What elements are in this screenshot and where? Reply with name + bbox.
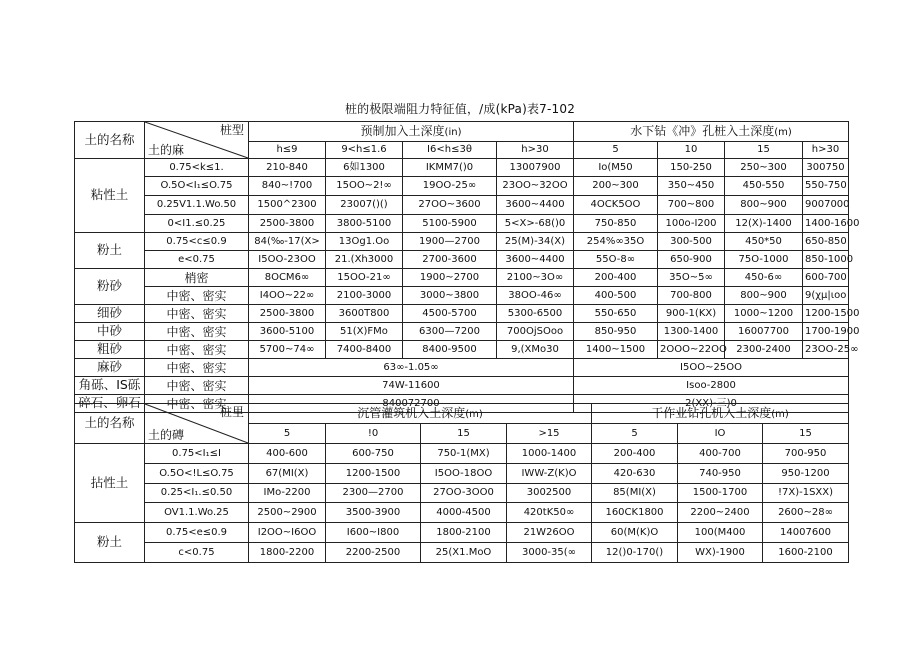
value-cell: 100o-I200 <box>658 215 725 233</box>
value-cell: 420-630 <box>592 464 678 484</box>
value-cell: 38OO-46∞ <box>497 287 574 305</box>
value-cell: 600-700 <box>803 269 849 287</box>
value-cell: 21W26OO <box>507 523 592 543</box>
value-cell: 210-840 <box>249 159 326 177</box>
table-row <box>75 543 849 563</box>
table-row <box>75 323 849 341</box>
value-cell: 1200-1500 <box>326 464 421 484</box>
value-cell: 2OOO~22OO <box>658 341 725 359</box>
soil-condition: 中密、密实 <box>145 341 249 359</box>
soil-name: 粗砂 <box>75 341 145 359</box>
value-cell: IWW-Z(K)O <box>507 464 592 484</box>
value-cell: 14007600 <box>763 523 849 543</box>
depth-header: 5 <box>249 424 326 444</box>
value-cell: 1200-1500 <box>803 305 849 323</box>
value-cell: 60(M(K)O <box>592 523 678 543</box>
value-cell: 1000~1200 <box>725 305 803 323</box>
value-cell: 650-850 <box>803 233 849 251</box>
value-cell: 25(M)-34(X) <box>497 233 574 251</box>
value-cell: 550-650 <box>574 305 658 323</box>
soil-condition: 中密、密实 <box>145 359 249 377</box>
value-cell: 9(χμ|ιoo <box>803 287 849 305</box>
value-cell: 75O-1000 <box>725 251 803 269</box>
value-cell: 650-900 <box>658 251 725 269</box>
value-cell: I2OO~I6OO <box>249 523 326 543</box>
value-cell: I600~I800 <box>326 523 421 543</box>
depth-header: 15 <box>725 142 803 159</box>
value-cell: IKMM7()0 <box>403 159 497 177</box>
depth-header: 15 <box>763 424 849 444</box>
soil-name: 细砂 <box>75 305 145 323</box>
value-cell: IMo-2200 <box>249 484 326 503</box>
corner-pile-type: 桩型 <box>219 123 244 137</box>
value-cell: 9,(XMo30 <box>497 341 574 359</box>
value-cell: 840~!700 <box>249 177 326 196</box>
corner-pile-type-2: 桩里 <box>219 405 244 419</box>
value-cell: 3800-5100 <box>326 215 403 233</box>
value-cell: I5OO-23OO <box>249 251 326 269</box>
merged-value-left: 63∞-1.05∞ <box>249 359 574 377</box>
value-cell: 2500-3800 <box>249 215 326 233</box>
table-row <box>75 215 849 233</box>
value-cell: 400-700 <box>678 444 763 464</box>
value-cell: 2100~3O∞ <box>497 269 574 287</box>
value-cell: 27OO-3OO0 <box>421 484 507 503</box>
value-cell: 5300-6500 <box>497 305 574 323</box>
value-cell: 3600~4400 <box>497 196 574 215</box>
soil-name: 粉土 <box>75 523 145 563</box>
value-cell: 400-600 <box>249 444 326 464</box>
depth-header: 10 <box>658 142 725 159</box>
table-row <box>75 233 849 251</box>
value-cell: 5<X>-68()0 <box>497 215 574 233</box>
value-cell: 700-800 <box>658 287 725 305</box>
table-row <box>75 305 849 323</box>
value-cell: I4OO~22∞ <box>249 287 326 305</box>
value-cell: !7X)-1SXX) <box>763 484 849 503</box>
value-cell: 15OO~2!∞ <box>326 177 403 196</box>
value-cell: 1800-2100 <box>421 523 507 543</box>
soil-name-header: 土的名称 <box>75 122 145 159</box>
value-cell: 350~450 <box>658 177 725 196</box>
value-cell: 160CK1800 <box>592 503 678 523</box>
soil-condition: O.5O<I₁≤O.75 <box>145 177 249 196</box>
value-cell: 23007()() <box>326 196 403 215</box>
value-cell: 85(MI(X) <box>592 484 678 503</box>
pile-resistance-table-2 <box>74 403 849 563</box>
value-cell: 250~300 <box>725 159 803 177</box>
merged-value-left: 840072700 <box>249 395 574 413</box>
table-row <box>75 287 849 305</box>
value-cell: 3000-35(∞ <box>507 543 592 563</box>
value-cell: 2200-2500 <box>326 543 421 563</box>
soil-condition: 0.25V1.1.Wo.50 <box>145 196 249 215</box>
depth-header: IO <box>678 424 763 444</box>
value-cell: 5100-5900 <box>403 215 497 233</box>
value-cell: 2300—2700 <box>326 484 421 503</box>
value-cell: 700OjSOoo <box>497 323 574 341</box>
value-cell: 15OO-21∞ <box>326 269 403 287</box>
value-cell: 6300—7200 <box>403 323 497 341</box>
value-cell: 2500-3800 <box>249 305 326 323</box>
pile-resistance-table-1 <box>74 121 860 413</box>
soil-condition: OV1.1.Wo.25 <box>145 503 249 523</box>
merged-value-left: 74W-11600 <box>249 377 574 395</box>
soil-condition: 中密、密实 <box>145 287 249 305</box>
depth-header: 5 <box>574 142 658 159</box>
value-cell: 1400-1600 <box>803 215 849 233</box>
value-cell: 800~900 <box>725 287 803 305</box>
soil-condition: 0<I1.≤0.25 <box>145 215 249 233</box>
value-cell: 27OO~3600 <box>403 196 497 215</box>
value-cell: 300750 <box>803 159 849 177</box>
table-row <box>75 269 849 287</box>
value-cell: 254%∞35O <box>574 233 658 251</box>
value-cell: 4500-5700 <box>403 305 497 323</box>
depth-header: 9<h≤1.6 <box>326 142 403 159</box>
value-cell: 84(‰-17(X> <box>249 233 326 251</box>
table-row <box>75 484 849 503</box>
value-cell: 16007700 <box>725 323 803 341</box>
value-cell: 13007900 <box>497 159 574 177</box>
value-cell: 200-400 <box>574 269 658 287</box>
value-cell: 2100-3000 <box>326 287 403 305</box>
value-cell: 4OCK5OO <box>574 196 658 215</box>
value-cell: 740-950 <box>678 464 763 484</box>
value-cell: 750-850 <box>574 215 658 233</box>
depth-header: >15 <box>507 424 592 444</box>
depth-header: h>30 <box>803 142 849 159</box>
value-cell: 9007000 <box>803 196 849 215</box>
table-row <box>75 251 849 269</box>
group-header-bored: 水下钻《冲》孔桩入土深度(m) <box>574 122 849 142</box>
group-header-driven: 沉管灌筑机入土深度(m) <box>249 404 592 424</box>
value-cell: 35O~5∞ <box>658 269 725 287</box>
table-row <box>75 464 849 484</box>
table-row <box>75 444 849 464</box>
soil-name: 中砂 <box>75 323 145 341</box>
value-cell: 1700-1900 <box>803 323 849 341</box>
table-row-merged <box>75 377 849 395</box>
value-cell: 12(X)-1400 <box>725 215 803 233</box>
soil-name-header-2: 土的名称 <box>75 404 145 444</box>
soil-condition: 中密、密实 <box>145 323 249 341</box>
value-cell: 23OO-25∞ <box>803 341 849 359</box>
soil-condition: 中密、密实 <box>145 377 249 395</box>
value-cell: 2300-2400 <box>725 341 803 359</box>
value-cell: 7400-8400 <box>326 341 403 359</box>
soil-condition: 中密、密实 <box>145 305 249 323</box>
corner-header <box>145 122 249 159</box>
value-cell: 5700~74∞ <box>249 341 326 359</box>
corner-soil-2: 土的磚 <box>148 428 185 442</box>
soil-condition: e<0.75 <box>145 251 249 269</box>
value-cell: 19OO-25∞ <box>403 177 497 196</box>
value-cell: 300-500 <box>658 233 725 251</box>
soil-condition: 0.75<k≤1. <box>145 159 249 177</box>
value-cell: 2500~2900 <box>249 503 326 523</box>
value-cell: 1500-1700 <box>678 484 763 503</box>
table-row <box>75 341 849 359</box>
soil-condition: 0.75<I₁≤I <box>145 444 249 464</box>
value-cell: I5OO-18OO <box>421 464 507 484</box>
value-cell: 3600~4400 <box>497 251 574 269</box>
value-cell: 900-1(KX) <box>658 305 725 323</box>
group-header-precast: 预制加入土深度(in) <box>249 122 574 142</box>
depth-header: 5 <box>592 424 678 444</box>
value-cell: 950-1200 <box>763 464 849 484</box>
value-cell: 3500-3900 <box>326 503 421 523</box>
soil-name: 碎石、卵石 <box>75 395 145 413</box>
table-row <box>75 159 849 177</box>
value-cell: 12()0-170() <box>592 543 678 563</box>
value-cell: 450-550 <box>725 177 803 196</box>
value-cell: Io(M50 <box>574 159 658 177</box>
table-row <box>75 177 849 196</box>
value-cell: 450*50 <box>725 233 803 251</box>
value-cell: 700~800 <box>658 196 725 215</box>
merged-value-right: Isoo-2800 <box>574 377 849 395</box>
value-cell: 2600~28∞ <box>763 503 849 523</box>
value-cell: 3000~3800 <box>403 287 497 305</box>
value-cell: 3600-5100 <box>249 323 326 341</box>
value-cell: 100(M400 <box>678 523 763 543</box>
soil-condition: c<0.75 <box>145 543 249 563</box>
value-cell: 1800-2200 <box>249 543 326 563</box>
value-cell: 420tK50∞ <box>507 503 592 523</box>
value-cell: 700-950 <box>763 444 849 464</box>
value-cell: 200-400 <box>592 444 678 464</box>
depth-header: !0 <box>326 424 421 444</box>
value-cell: 750-1(MX) <box>421 444 507 464</box>
value-cell: 6如1300 <box>326 159 403 177</box>
table-row <box>75 523 849 543</box>
soil-condition: 0.25<I₁.≤0.50 <box>145 484 249 503</box>
value-cell: 1000-1400 <box>507 444 592 464</box>
soil-name: 角砾、IS砾 <box>75 377 145 395</box>
depth-header: 15 <box>421 424 507 444</box>
value-cell: 23OO~32OO <box>497 177 574 196</box>
soil-name: 麻砂 <box>75 359 145 377</box>
merged-value-right: I5OO~25OO <box>574 359 849 377</box>
value-cell: 1900~2700 <box>403 269 497 287</box>
soil-condition: 中密、密实 <box>145 395 249 413</box>
value-cell: 850-1000 <box>803 251 849 269</box>
value-cell: 3600T800 <box>326 305 403 323</box>
value-cell: 1600-2100 <box>763 543 849 563</box>
value-cell: 3002500 <box>507 484 592 503</box>
depth-header: I6<h≤3θ <box>403 142 497 159</box>
soil-name: 粉砂 <box>75 269 145 305</box>
corner-soil: 土的麻 <box>148 143 185 157</box>
soil-condition: 梢密 <box>145 269 249 287</box>
value-cell: 400-500 <box>574 287 658 305</box>
value-cell: 51(X)FMo <box>326 323 403 341</box>
value-cell: 21.(Xh3000 <box>326 251 403 269</box>
soil-condition: 0.75<e≤0.9 <box>145 523 249 543</box>
value-cell: 200~300 <box>574 177 658 196</box>
value-cell: 13Og1.Oo <box>326 233 403 251</box>
soil-name: 粘性土 <box>75 159 145 233</box>
soil-condition: O.5O<!L≤O.75 <box>145 464 249 484</box>
page-title: 桩的极限端阻力特征值，/成(kPa)表7-102 <box>344 102 576 116</box>
soil-condition: 0.75<c≤0.9 <box>145 233 249 251</box>
depth-header: h≤9 <box>249 142 326 159</box>
value-cell: 1300-1400 <box>658 323 725 341</box>
group-header-dry-bored: 干作业钻孔机入土深度(m) <box>592 404 849 424</box>
value-cell: 600-750 <box>326 444 421 464</box>
table-row <box>75 503 849 523</box>
value-cell: 2700-3600 <box>403 251 497 269</box>
value-cell: 1900—2700 <box>403 233 497 251</box>
value-cell: 1400~1500 <box>574 341 658 359</box>
value-cell: 850-950 <box>574 323 658 341</box>
merged-value-right: 2(XX)-三)0 <box>574 395 849 413</box>
soil-name: 拈性土 <box>75 444 145 523</box>
value-cell: 25(X1.MoO <box>421 543 507 563</box>
value-cell: 150-250 <box>658 159 725 177</box>
value-cell: 1500^2300 <box>249 196 326 215</box>
table-row-merged <box>75 359 849 377</box>
value-cell: 67(MI(X) <box>249 464 326 484</box>
value-cell: 8400-9500 <box>403 341 497 359</box>
value-cell: WX)-1900 <box>678 543 763 563</box>
corner-header-2 <box>145 404 249 444</box>
value-cell: 2200~2400 <box>678 503 763 523</box>
table-row <box>75 196 849 215</box>
value-cell: 450-6∞ <box>725 269 803 287</box>
soil-name: 粉土 <box>75 233 145 269</box>
value-cell: 550-750 <box>803 177 849 196</box>
depth-header: h>30 <box>497 142 574 159</box>
value-cell: 4000-4500 <box>421 503 507 523</box>
value-cell: 8OCM6∞ <box>249 269 326 287</box>
value-cell: 55O-8∞ <box>574 251 658 269</box>
value-cell: 800~900 <box>725 196 803 215</box>
